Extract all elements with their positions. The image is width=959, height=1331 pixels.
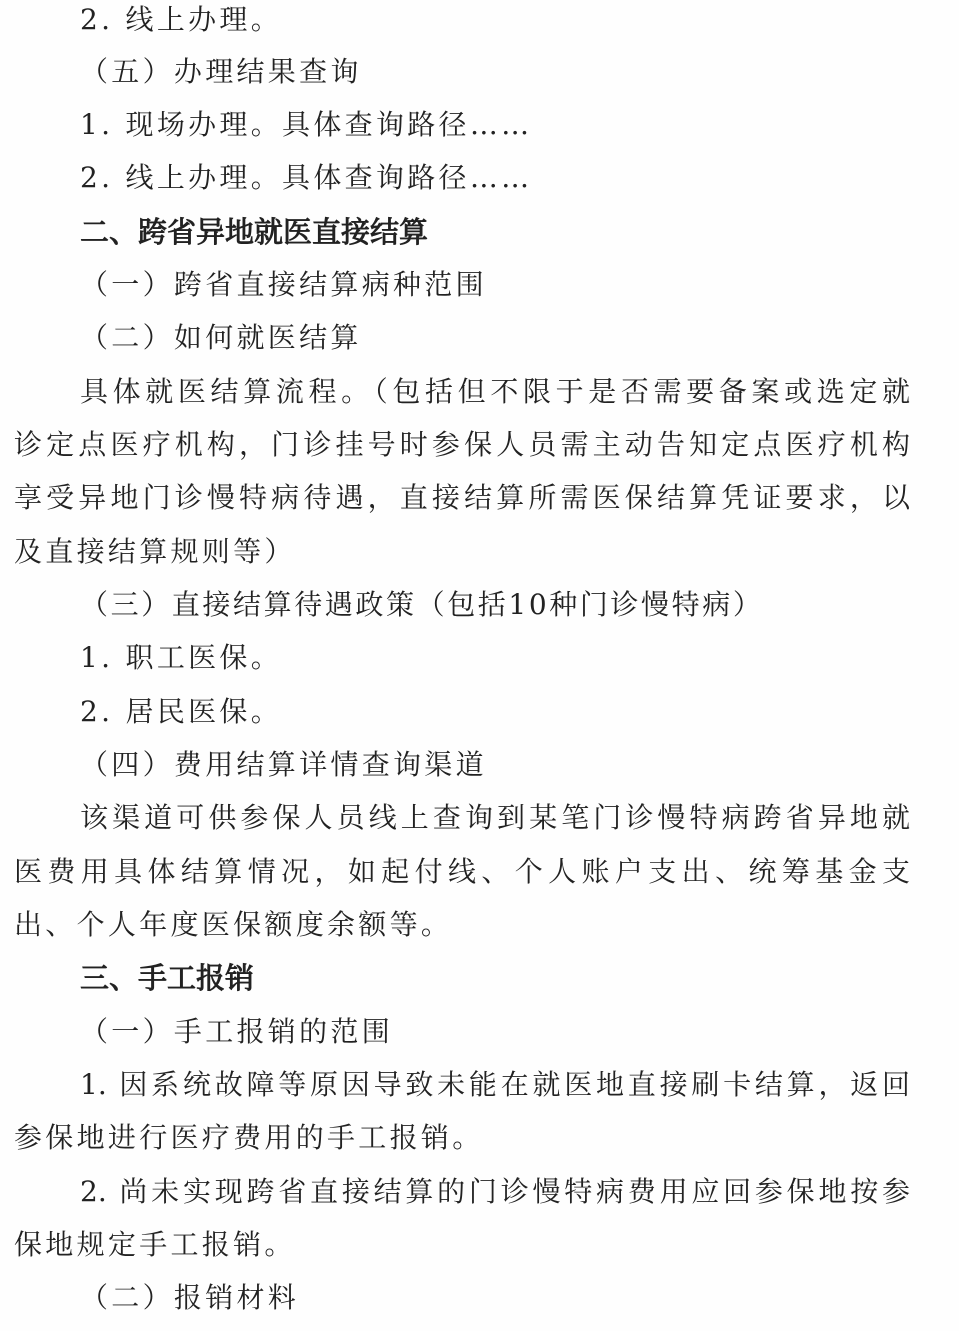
paragraph-line: 诊定点医疗机构，门诊挂号时参保人员需主动告知定点医疗机构 xyxy=(14,428,910,461)
paragraph-line: 医费用具体结算情况，如起付线、个人账户支出、统筹基金支 xyxy=(14,855,910,888)
section-heading-manual-reimbursement: 三、手工报销 xyxy=(80,961,255,995)
paragraph-line: 1. 因系统故障等原因导致未能在就医地直接刷卡结算，返回 xyxy=(80,1068,910,1101)
paragraph-line: 2. 尚未实现跨省直接结算的门诊慢特病费用应回参保地按参 xyxy=(80,1175,910,1208)
subheading-query-channel: （四）费用结算详情查询渠道 xyxy=(80,748,487,781)
paragraph-line: 出、个人年度医保额度余额等。 xyxy=(14,908,453,941)
list-item-resident-insurance: 2. 居民医保。 xyxy=(80,695,283,728)
list-item-online-handling: 2. 线上办理。 xyxy=(80,3,283,36)
list-item-employee-insurance: 1. 职工医保。 xyxy=(80,641,283,674)
paragraph-line: 保地规定手工报销。 xyxy=(14,1228,296,1261)
subheading-reimbursement-scope: （一）手工报销的范围 xyxy=(80,1015,394,1048)
subheading-how-to-settle: （二）如何就医结算 xyxy=(80,321,362,354)
paragraph-line: 享受异地门诊慢特病待遇，直接结算所需医保结算凭证要求，以 xyxy=(14,481,910,514)
paragraph-line: 具体就医结算流程。（包括但不限于是否需要备案或选定就 xyxy=(80,375,910,408)
list-item-online-query: 2. 线上办理。具体查询路径…… xyxy=(80,161,533,194)
subheading-result-query: （五）办理结果查询 xyxy=(80,55,362,88)
list-item-onsite-query: 1. 现场办理。具体查询路径…… xyxy=(80,108,533,141)
subheading-disease-scope: （一）跨省直接结算病种范围 xyxy=(80,268,487,301)
subheading-policy: （三）直接结算待遇政策（包括10种门诊慢特病） xyxy=(80,588,764,621)
paragraph-line: 该渠道可供参保人员线上查询到某笔门诊慢特病跨省异地就 xyxy=(80,801,910,834)
paragraph-line: 参保地进行医疗费用的手工报销。 xyxy=(14,1121,484,1154)
paragraph-line: 及直接结算规则等） xyxy=(14,535,296,568)
section-heading-direct-settlement: 二、跨省异地就医直接结算 xyxy=(80,215,429,249)
subheading-materials: （二）报销材料 xyxy=(80,1281,300,1314)
